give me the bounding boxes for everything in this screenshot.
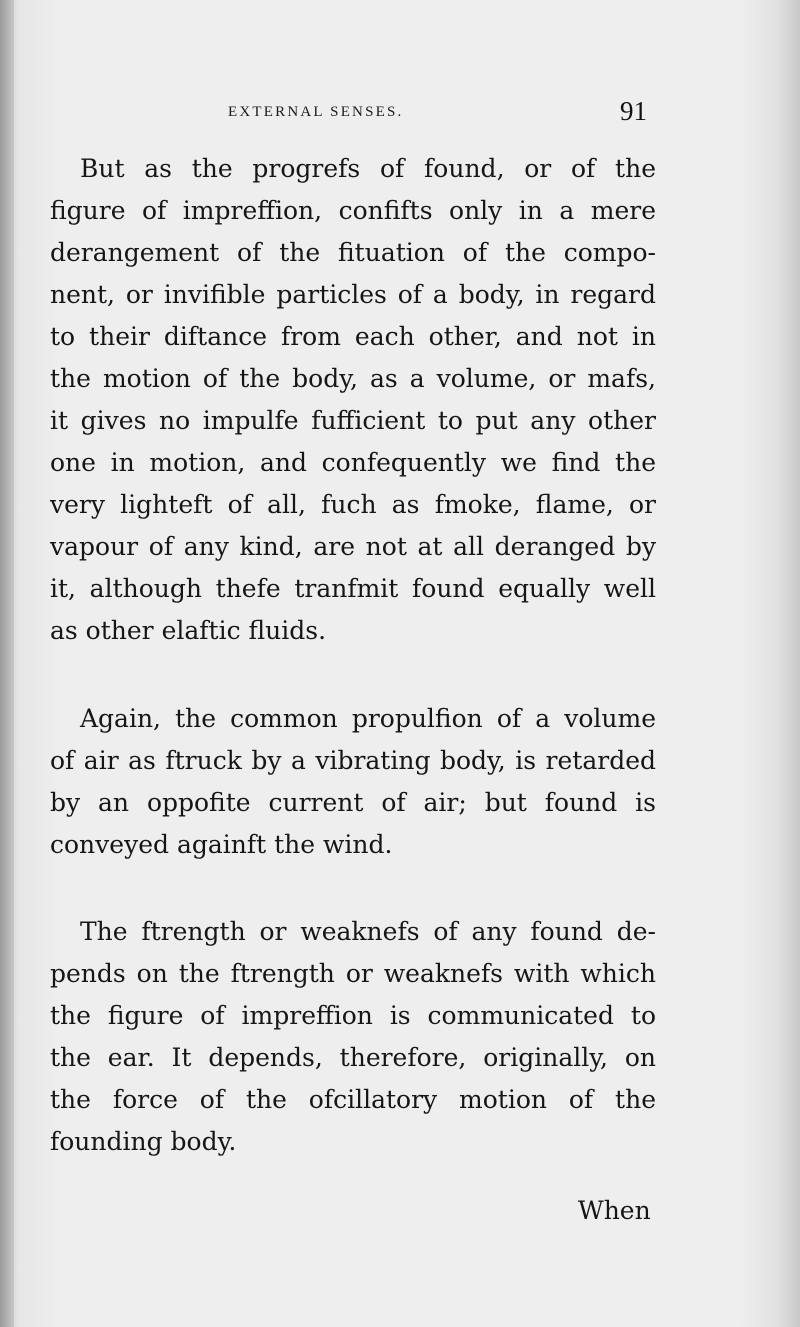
text-line: conveyed againft the wind. [50, 830, 393, 859]
running-head: EXTERNAL SENSES. [228, 104, 404, 120]
text-line: But as the progrefs of found, or of the [80, 154, 656, 183]
text-line: the motion of the body, as a volume, or mafs, [50, 364, 656, 393]
page-gutter-shadow [0, 0, 14, 1327]
text-line: the force of the ofcillatory motion of the [50, 1085, 656, 1114]
text-line: vapour of any kind, are not at all deranged by [50, 532, 656, 561]
text-line: figure of impreffion, confifts only in a mere [50, 196, 656, 225]
text-line: by an oppofite current of air; but found is [50, 788, 656, 817]
catchword: When [578, 1196, 651, 1225]
text-line: nent, or invifible particles of a body, in regard [50, 280, 656, 309]
text-line: one in motion, and confequently we find the [50, 448, 656, 477]
text-line: to their diftance from each other, and not in [50, 322, 656, 351]
page-number: 91 [620, 96, 647, 126]
text-line: very lighteft of all, fuch as fmoke, flame, or [50, 490, 656, 519]
text-line: as other elaftic fluids. [50, 616, 327, 645]
text-line: founding body. [50, 1127, 237, 1156]
text-line: it, although thefe tranfmit found equally well [50, 574, 656, 603]
text-line: it gives no impulfe fufficient to put any other [50, 406, 656, 435]
text-line: Again, the common propulfion of a volume [80, 704, 656, 733]
text-line: the figure of impreffion is communicated to [50, 1001, 656, 1030]
page-header [0, 96, 800, 130]
text-line: derangement of the fituation of the compo- [50, 238, 656, 267]
text-line: pends on the ftrength or weaknefs with which [50, 959, 656, 988]
text-line: The ftrength or weaknefs of any found de- [80, 917, 656, 946]
text-line: of air as ftruck by a vibrating body, is retarded [50, 746, 656, 775]
text-line: the ear. It depends, therefore, originally, on [50, 1043, 656, 1072]
